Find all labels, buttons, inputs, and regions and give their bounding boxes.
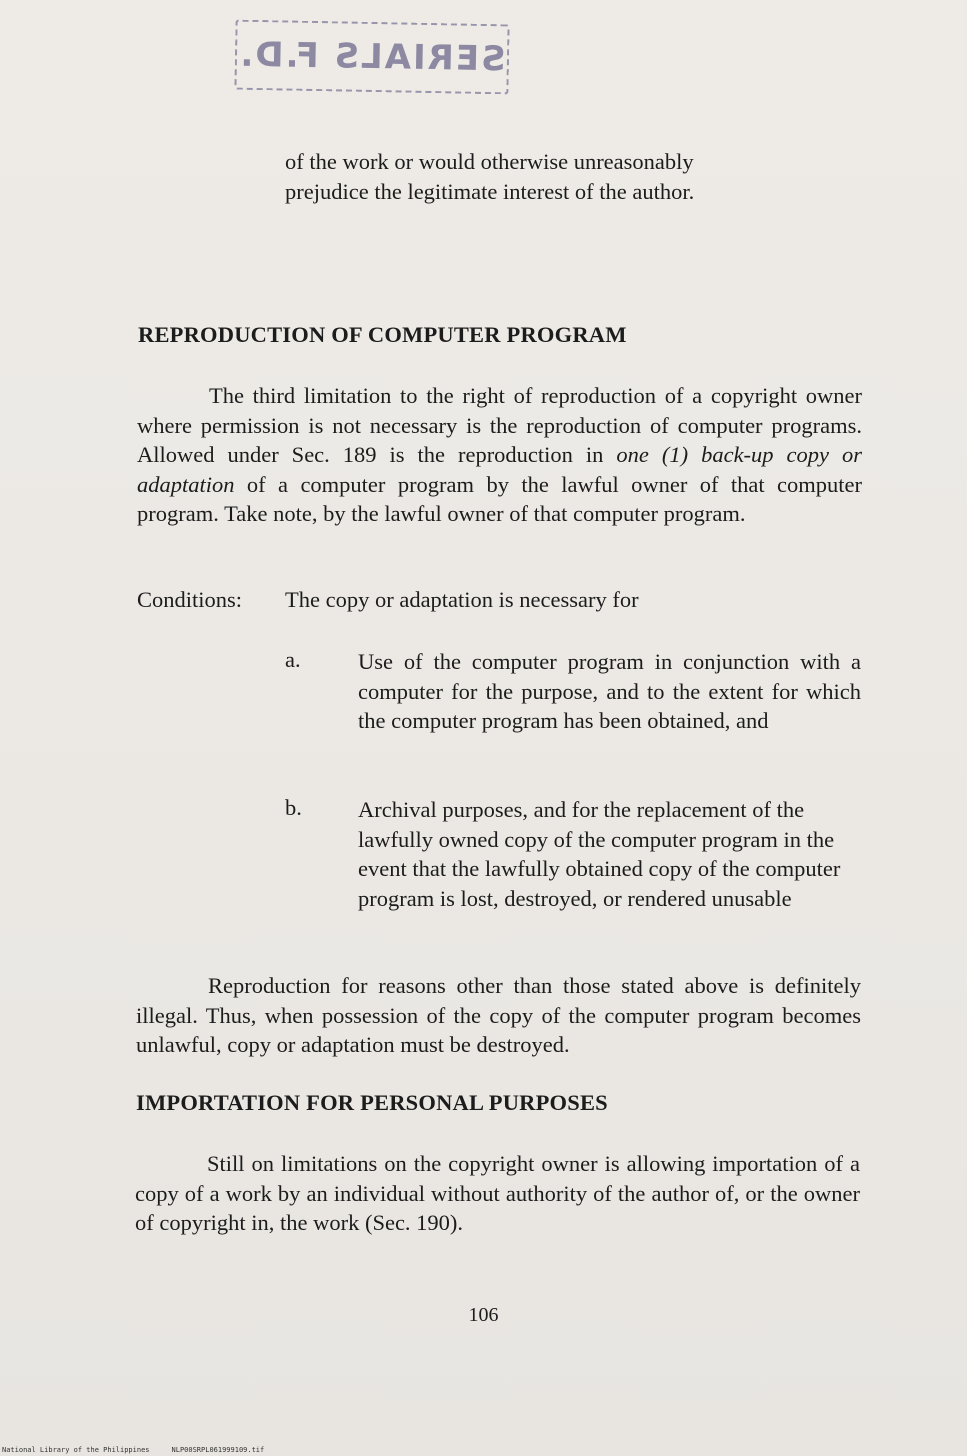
top-paragraph xyxy=(285,147,765,206)
computer-program-paragraph xyxy=(137,381,862,529)
closing-paragraph: Reproduction for reasons other than those stated above is definitely illegal. Thus, when possession of the copy of the computer program becomes unlawful, copy or adaptation must be destroyed. xyxy=(136,973,861,1057)
section-heading-importation: IMPORTATION FOR PERSONAL PURPOSES xyxy=(136,1090,608,1115)
top-paragraph-line-1: of the work or would otherwise unreasonably xyxy=(285,149,694,174)
conditions-intro: The copy or adaptation is necessary for xyxy=(285,587,639,612)
footer-filename: NLP00SRPL0619991​09.tif xyxy=(171,1446,265,1454)
paragraph-text-part-1: The third limitation to the right of reproduction of a copyright owner where permission is not necessary is the reproduction of computer programs. Allowed under Sec. 189 is the reproduction in xyxy=(137,383,862,467)
top-paragraph-line-2: prejudice the legitimate interest of the author. xyxy=(285,178,695,204)
serials-stamp: SERIALS F.D. xyxy=(234,20,509,95)
condition-marker-b: b. xyxy=(285,795,302,820)
condition-item-a: Use of the computer program in conjunction with a computer for the purpose, and to the extent for which the computer program has been obtained, and xyxy=(358,649,861,733)
condition-marker-a: a. xyxy=(285,647,301,672)
conditions-label: Conditions: xyxy=(137,587,243,612)
importation-paragraph: Still on limitations on the copyright owner is allowing importation of a copy of a work by an individual without authority of the author of, or the owner of copyright in, the work (Sec. 190). xyxy=(135,1151,860,1235)
paragraph-text-part-2: of a computer program by the lawful owner of that computer program. Take note, by the lawful owner of that computer program. xyxy=(137,471,862,526)
condition-item-b: Archival purposes, and for the replacement of the lawfully owned copy of the computer program in the event that the lawfully obtained copy of the computer program is lost, destroyed, or rendered unusable xyxy=(358,797,841,911)
page-number: 106 xyxy=(468,1304,499,1326)
paragraph-italic-phrase: one (1) back-up copy or adaptation xyxy=(137,442,862,497)
scan-footer xyxy=(2,1446,286,1454)
footer-library: National Library of the Philippines xyxy=(2,1446,150,1454)
section-heading-computer-program: REPRODUCTION OF COMPUTER PROGRAM xyxy=(138,322,627,347)
